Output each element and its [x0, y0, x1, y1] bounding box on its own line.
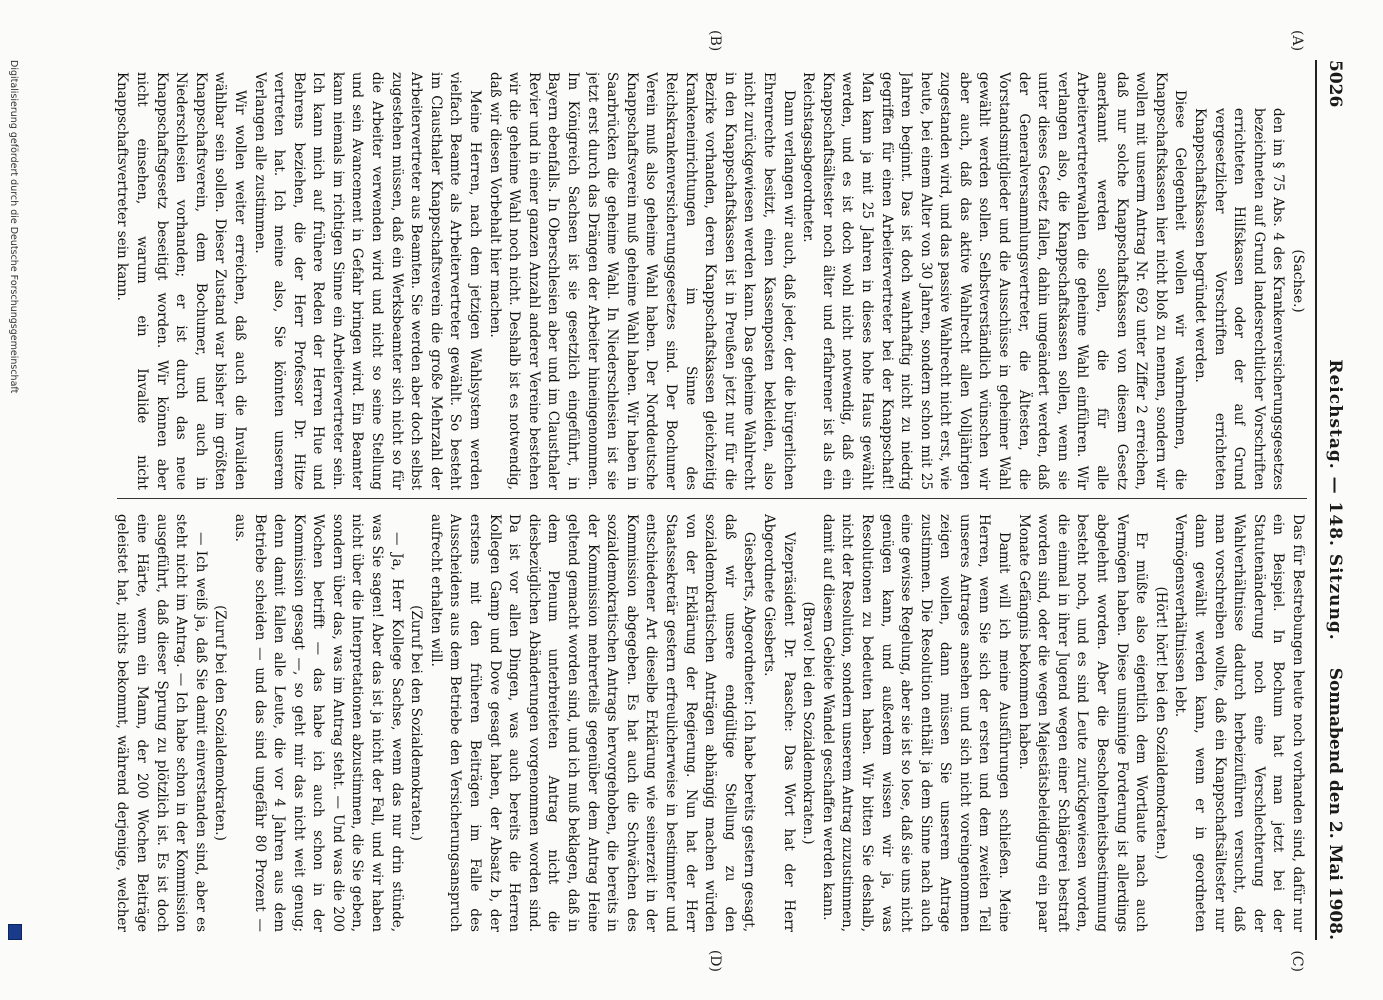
left-column [112, 72, 1307, 490]
margin-marker-a: (A) [1289, 30, 1305, 52]
interjection: (Zuruf bei den Sozialdemokraten.) [408, 605, 425, 841]
paragraph: Dann verlangen wir auch, daß jeder, der die bürgerlichen Ehrenrechte besitzt, einen Kassenposten bekleiden, also nicht zurückgewiesen werden kann. Das geheime Wahlrecht in den Knappschaftskassen ist in Preußen jetzt nur für die Bezirke vorhanden, deren Knappschaftskassen gleichzeitig Krankeneinrichtungen im Sinne des Reichskrankenversicherungsgesetzes sind. Der Bochumer Verein muß also geheime Wahl haben. Der Norddeutsche Knappschaftsverein muß geheime Wahl haben. Wir haben in Saarbrücken die geheime Wahl. In Niederschlesien ist sie jetzt erst durch das Drängen der Arbeiter hineingenommen. Im Königreich Sachsen ist sie gesetzlich eingeführt, in Bayern ebenfalls. In Oberschlesien aber und im Clausthaler Revier und in einer ganzen Anzahl anderer Vereine bestehen wir die geheime Wahl noch nicht. Deshalb ist es notwendig, daß wir diesen Vorbehalt hier machen. [486, 72, 797, 490]
margin-marker-c: (C) [1289, 950, 1305, 972]
paragraph: Er müßte also eigentlich dem Wortlaute nach auch Vermögen haben. Diese unsinnige Forderung ist allerdings abgelehnt worden. Aber die Bescholtenheitsbestimmung besteht noch, und es sind Leute zurückgewiesen worden, die einmal in ihrer Jugend wegen einer Schlägerei bestraft worden sind, oder die wegen Majestätsbeleidigung ein paar Monate Gefängnis bekommen haben. [1015, 514, 1150, 932]
header-rule [1315, 60, 1317, 940]
paragraph: — Ich weiß ja, daß Sie damit einverstanden sind, aber es steht nicht im Antrag. — Ich habe schon in der Kommission ausgeführt, daß dieser Sprung zu plötzlich ist. Es ist doch eine Härte, wenn ein Mann, der 200 Wochen Beiträge geleistet hat, nichts bekommt, während derjenige, welcher [114, 514, 209, 932]
interjection: (Bravo! bei den Sozialdemokraten.) [800, 601, 817, 845]
speaker-label: (Sachse.) [1290, 249, 1306, 313]
page-header [1319, 60, 1345, 940]
paragraph: Vizepräsident Dr. Paasche: Das Wort hat der Herr Abgeordnete Giesberts. [760, 514, 797, 932]
dfg-logo-icon [8, 924, 22, 940]
interjection: (Zuruf bei den Sozialdemokraten.) [212, 605, 229, 841]
page-title: Reichstag. — 148. Sitzung. [1325, 359, 1345, 641]
session-date: Sonnabend den 2. Mai 1908. [1325, 667, 1345, 940]
paragraph: Giesberts, Abgeordneter: Ich habe bereits gestern gesagt, daß wir unsere endgültige Stellung zu den sozialdemokratischen Anträgen abhängig machen würden von der Erklärung der Regierung. Nun hat der Herr Staatssekretär gestern erfreulicherweise in bestimmter und entschiedener Art dieselbe Erklärung wie seinerzeit in der Kommission abgegeben. Es hat auch die Schwächen des sozialdemokratischen Antrags hervorgehoben, die bereits in der Kommission mehrerteils gegenüber dem Antrag Heine geltend gemacht worden sind, und ich muß beklagen, daß in dem Plenum unterbreiteten Antrag nicht die diesbezüglichen Abänderungen vorgenommen worden sind. Da ist vor allen Dingen, was auch bereits die Herren Kollegen Gamp und Dove gesagt haben, der Absatz b, der erstens mit den früheren Beiträgen im Falle des Ausscheidens aus dem Betriebe den Versicherungsanspruch aufrecht erhalten will. [427, 514, 758, 932]
paragraph: Meine Herren, nach dem jetzigen Wahlsystem werden vielfach Beamte als Arbeitervertreter gewählt. So besteht im Clausthaler Knappschaftsverein die große Mehrzahl der Arbeitervertreter aus Beamten. Sie werden aber doch selbst zugestehen müssen, daß ein Werksbeamter sich nicht so für die Arbeiter verwenden wird und nicht so seine Stellung und sein Avancement in Gefahr bringen wird. Ein Beamter kann niemals im richtigen Sinne ein Arbeitervertreter sein. Ich kann mich auf frühere Reden der Herren Hue und Behrens beziehen, die der Herr Professor Dr. Hitze vertreten hat. Ich meine also, Sie könnten unserem Verlangen alle zustimmen. [251, 72, 484, 490]
margin-marker-d: (D) [707, 949, 723, 972]
paragraph: Damit will ich meine Ausführungen schließen. Meine Herren, wenn Sie sich der ersten und dem zweiten Teil unseres Antrages ansehen und sich nicht voreingenommen zeigen wollen, dann müssen Sie unserem Antrage zustimmen. Die Resolution enthält ja dem Sinne nach auch eine gewisse Regelung, aber sie ist so lose, daß sie uns nicht genügen kann, und außerdem wissen wir ja, was Resolutionen zu bedeuten haben. Wir bitten Sie deshalb, nicht der Resolution, sondern unserem Antrag zuzustimmen, damit auf diesem Gebiete Wandel geschaffen werden kann. [819, 514, 1013, 932]
column-divider [117, 498, 1307, 499]
page-footer [8, 60, 22, 940]
interjection: (Hört! hört! bei den Sozialdemokraten.) [1152, 586, 1169, 860]
paragraph: Das für Bestrebungen heute noch vorhanden sind, dafür nur ein Beispiel. In Bochum hat man jetzt bei der Statutenänderung noch eine Verschlechterung der Wahlverhältnisse dadurch herbeizuführen versucht, daß man vorschreiben wollte, daß ein Knappschaftsältester nur dann gewählt werden kann, wenn er in geordneten Vermögensverhältnissen lebt. [1172, 514, 1306, 932]
paragraph: — Ja, Herr Kollege Sachse, wenn das nur drin stünde, was Sie sagen! Aber das ist ja nicht der Fall, und wir haben nicht über die Interpretationen abzustimmen, die Sie geben, sondern über das, was im Antrag steht. — Und was die 200 Wochen betrifft — das habe ich auch schon in der Kommission gesagt —, so geht mir das nicht weit genug; denn damit fallen alle Leute, die vor 4 Jahren aus dem Betriebe scheiden — und das sind ungefähr 80 Prozent — aus. [231, 514, 405, 932]
paragraph: Wir wollen weiter erreichen, daß auch die Invaliden wählbar sein sollen. Dieser Zustand war bisher im größten Knappschaftsverein, dem Bochumer, und auch in Niederschlesien vorhanden; er ist durch das neue Knappschaftsgesetz beseitigt worden. Wir können aber nicht einsehen, warum ein Invalide nicht Knappschaftsvertreter sein kann. [114, 72, 248, 490]
page-number: 5026 [1325, 60, 1345, 108]
margin-marker-b: (B) [707, 30, 723, 52]
right-column [112, 514, 1307, 932]
paragraph: den im § 75 Abs. 4 des Krankenversicherungsgesetzes bezeichneten auf Grund landesrechtlicher Vorschriften errichteten Hilfskassen oder der auf Grund vergesetzlicher Vorschriften errichteten Knappschaftskassen begründet werden. [1192, 108, 1287, 490]
paragraph: Diese Gelegenheit wollen wir wahrnehmen, die Knappschaftskassen hier nicht bloß zu nennen, sondern wir wollen mit unserm Antrag Nr. 692 unter Ziffer 2 erreichen, daß nur solche Knappschaftskassen von diesem Gesetz anerkannt werden sollen, die für alle Arbeitervertreterwahlen die geheime Wahl einführen. Wir verlangen also, die Knappschaftskassen sollen, wenn sie unter dieses Gesetz fallen, dahin umgeändert werden, daß der Generalversammlungsvertreter, die Ältesten, die Vorstandsmitglieder und die Ausschüsse in geheimer Wahl gewählt werden sollen. Selbstverständlich wünschen wir aber auch, daß das aktive Wahlrecht allen Volljährigen zugestanden wird, und das passive Wahlrecht nicht erst, wie heute, bei einem Alter von 30 Jahren, sondern schon mit 25 Jahren beginnt. Das ist doch wahrhaftig nicht zu niedrig gegriffen für einen Arbeitervertreter bei der Knappschaft! Man kann ja mit 25 Jahren in dieses hohe Haus gewählt werden, und es ist doch wohl nicht notwendig, daß ein Knappschaftsältester noch älter und erfahrener ist als ein Reichstagsabgeordneter. [800, 72, 1189, 490]
digitization-credit: Digitalisierung gefördert durch die Deutsche Forschungsgemeinschaft [8, 60, 19, 394]
